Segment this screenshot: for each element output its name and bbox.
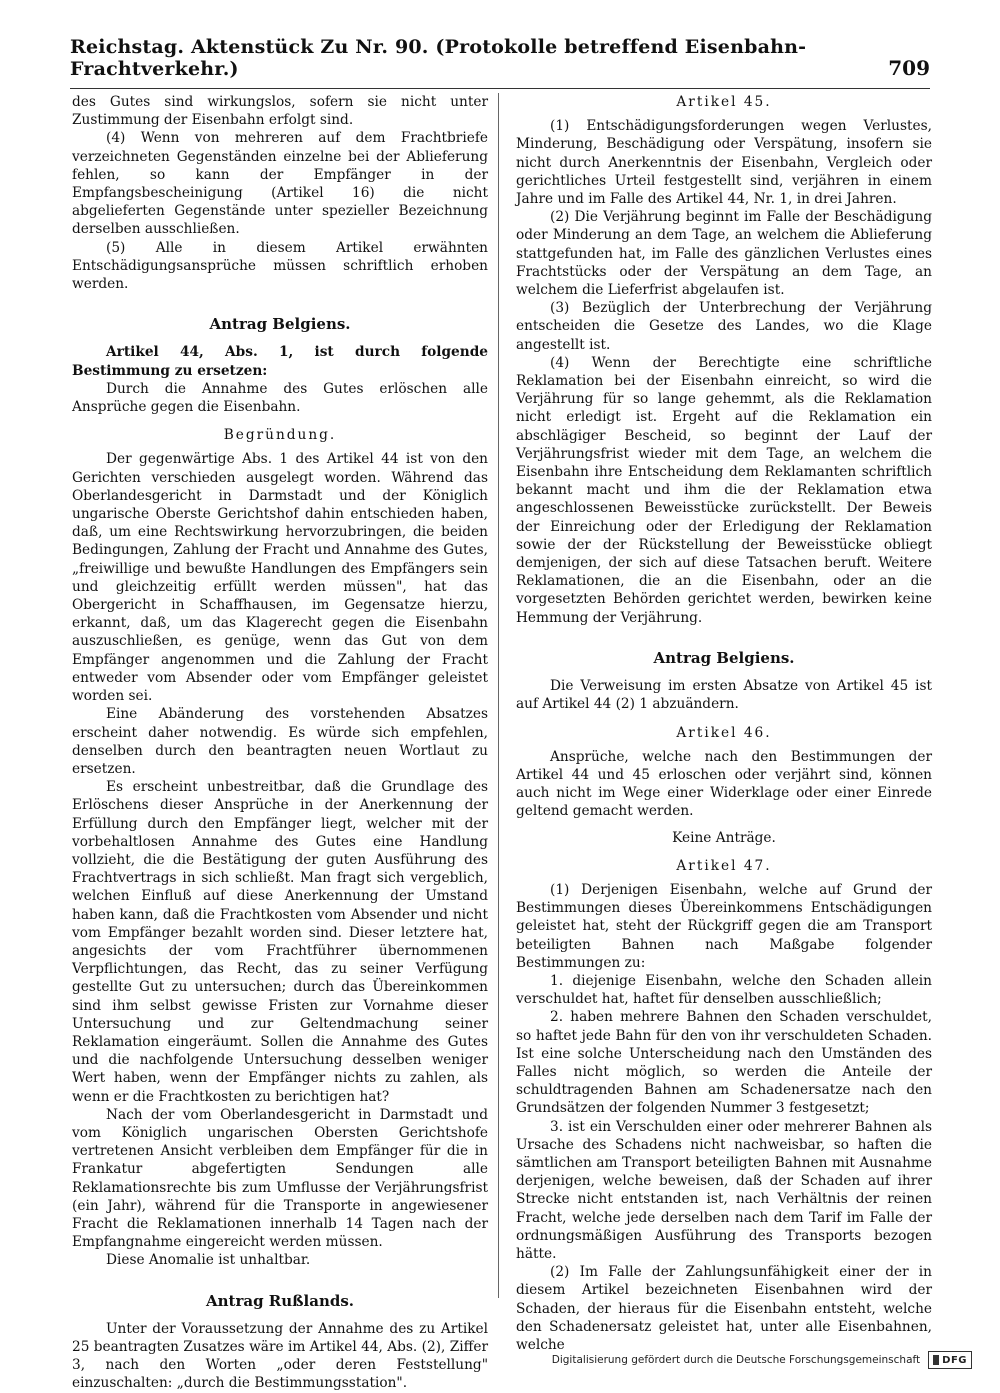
- page-number: 709: [888, 56, 930, 80]
- no-motions-note: Keine Anträge.: [672, 829, 776, 846]
- paragraph: Es erscheint unbestreitbar, daß die Grundlage des Erlöschens dieser Ansprüche in der Anerkennung der Erfüllung durch den Empfänger liegt, welcher mit der vorbehaltlosen Annahme des Gutes eine Handlung vollzieht, die die Bestätigung der guten Ausführung des Frachtvertrags in sich schließt. Man fragt sich vergeblich, welchen Einfluß auf diese Anerkennung der Umstand haben kann, daß die Frachtkosten vom Absender und nicht vom Empfänger bezahlt worden sind. Dieser letztere hat, angesichts der vom Frachtführer übernommenen Verpflichtungen, das Recht, das zu seiner Verfügung gestellte Gut zu untersuchen; durch das Übereinkommen sind ihm selbst gewisse Fristen zur Vornahme dieser Untersuchung und zur Geltendmachung seiner Reklamation eingeräumt. Sollen die Annahme des Gutes und die nachfolgende Untersuchung desselben weniger Wert haben, wenn der Empfänger nichts zu zahlen, als wenn er die Frachtkosten zu berichtigen hat?: [72, 779, 488, 1105]
- paragraph: Ansprüche, welche nach den Bestimmungen der Artikel 44 und 45 erloschen oder verjährt sind, können auch nicht im Wege einer Widerklage oder einer Einrede geltend gemacht werden.: [516, 748, 932, 820]
- dfg-logo-mark: [933, 1355, 939, 1365]
- list-item: 1. diejenige Eisenbahn, welche den Schaden allein verschuldet hat, haftet für denselben ausschließlich;: [516, 972, 932, 1008]
- paragraph: Diese Anomalie ist unhaltbar.: [106, 1252, 311, 1269]
- dfg-logo: [928, 1351, 972, 1369]
- paragraph: (4) Wenn von mehreren auf dem Frachtbriefe verzeichneten Gegenständen einzelne bei der Ablieferung fehlen, so kann der Empfänger in der Empfangsbescheinigung (Artikel 16) die nicht abgelieferten Gegenstände unter spezieller Bezeichnung derselben ausschließen.: [72, 130, 488, 238]
- paragraph: Durch die Annahme des Gutes erlöschen alle Ansprüche gegen die Eisenbahn.: [72, 380, 488, 416]
- paragraph: Unter der Voraussetzung der Annahme des zu Artikel 25 beantragten Zusatzes wäre im Artikel 44, Abs. (2), Ziffer 3, nach den Worten „oder deren Feststellung" einzuschalten: „durch die Bestimmungsstation".: [72, 1320, 488, 1392]
- paragraph: (2) Im Falle der Zahlungsunfähigkeit einer der in diesem Artikel bezeichneten Eisenbahnen wird der Schaden, der hieraus für die Eisenbahn entsteht, welche den Schadenersatz geleistet hat, unter alle Eisenbahnen, welche: [516, 1264, 932, 1353]
- paragraph: (2) Die Verjährung beginnt im Falle der Beschädigung oder Minderung an dem Tage, an welchem die Ablieferung stattgefunden hat, im Falle des gänzlichen Verlustes eines Frachtstücks oder der Verspätung an dem Tage, an welchem die Lieferfrist abgelaufen ist.: [516, 209, 932, 299]
- paragraph: (5) Alle in diesem Artikel erwähnten Entschädigungsansprüche müssen schriftlich erhoben werden.: [72, 239, 488, 293]
- dfg-logo-text: DFG: [942, 1354, 967, 1366]
- paragraph: Nach der vom Oberlandesgericht in Darmstadt und vom Königlich ungarischen Obersten Gerichtshofe vertretenen Ansicht verbleiben dem Empfänger für die in Frankatur abgefertigten Sendungen alle Reklamationsrechte bis zum Umflusse der Verjährungsfrist (ein Jahr), während für die Transporte in angewiesener Fracht die Reklamationen innerhalb 14 Tagen nach der Empfangnahme eingereicht werden müssen.: [72, 1106, 488, 1251]
- paragraph: (4) Wenn der Berechtigte eine schriftliche Reklamation bei der Eisenbahn einreicht, so wird die Verjährung für so lange gehemmt, als die Reklamation nicht erledigt ist. Ergeht auf die Reklamation ein abschlägiger Bescheid, so beginnt der Lauf der Verjährungsfrist wieder mit dem Tage, an welchem die Eisenbahn ihre Entscheidung dem Reklamanten schriftlich bekannt macht und ihm die der Reklamation etwa angeschlossenen Beweisstücke zurückstellt. Der Beweis der Einreichung oder der Erledigung der Reklamation sowie der der Rückstellung der Beweisstücke obliegt demjenigen, der sich auf diese Tatsachen beruft. Weitere Reklamationen, die an die Eisenbahn, oder an die vorgesetzten Behörden gerichtet werden, bewirken keine Hemmung der Verjährung.: [516, 354, 932, 626]
- amendment-intro: Artikel 44, Abs. 1, ist durch folgende Bestimmung zu ersetzen:: [72, 344, 488, 379]
- section-heading: Antrag Belgiens.: [653, 648, 795, 667]
- article-heading: Artikel 45.: [676, 94, 772, 110]
- paragraph: Eine Abänderung des vorstehenden Absatzes erscheint daher notwendig. Es würde sich empfehlen, denselben durch den beantragten neuen Wortlaut zu ersetzen.: [72, 706, 488, 777]
- left-column: [72, 93, 488, 1392]
- paragraph: Die Verweisung im ersten Absatze von Artikel 45 ist auf Artikel 44 (2) 1 abzuändern.: [516, 678, 932, 713]
- paragraph: (3) Bezüglich der Unterbrechung der Verjährung entscheiden die Gesetze des Landes, wo die Klage angestellt ist.: [516, 300, 932, 353]
- article-heading: Artikel 47.: [676, 857, 772, 874]
- paragraph: Der gegenwärtige Abs. 1 des Artikel 44 ist von den Gerichten verschieden ausgelegt worden. Während das Oberlandesgericht in Darmstadt und der Königlich ungarische Oberste Gerichtshof dahin entschieden haben, daß, um eine Rechtswirkung hervorzubringen, die beiden Bedingungen, Zahlung der Fracht und Annahme des Gutes, „freiwillige und bewußte Handlungen des Empfängers sein und gleichzeitig erfüllt werden müssen", hat das Obergericht in Schaffhausen, im Gegensatze hierzu, erkannt, daß, um das Klagerecht gegen die Eisenbahn auszuschließen, es genüge, wenn das Gut von dem Empfänger angenommen und die Zahlung der Fracht entweder vom Absender oder vom Empfänger geleistet worden sei.: [72, 451, 488, 705]
- running-title: Reichstag. Aktenstück Zu Nr. 90. (Protokolle betreffend Eisenbahn-Frachtverkehr.): [70, 36, 807, 80]
- paragraph: (1) Entschädigungsforderungen wegen Verlustes, Minderung, Beschädigung oder Verspätung, insofern sie nicht durch Anerkenntnis der Eisenbahn, Vergleich oder gerichtliches Urteil festgestellt sind, verjähren in einem Jahre und im Falle des Artikel 44, Nr. 1, in drei Jahren.: [516, 118, 932, 208]
- list-item: 3. ist ein Verschulden einer oder mehrerer Bahnen als Ursache des Schadens nicht nachweisbar, so haften die sämtlichen am Transport beteiligten Bahnen mit Ausnahme derjenigen, welche beweisen, daß der Schaden auf ihrer Strecke nicht entstanden ist, nach Verhältnis der reinen Fracht, welche jede derselben nach dem Tarif im Falle der ordnungsmäßigen Ausführung des Transports bezogen hätte.: [516, 1118, 932, 1262]
- section-heading: Antrag Belgiens.: [209, 315, 351, 334]
- page-header: [70, 36, 930, 89]
- paragraph: (1) Derjenigen Eisenbahn, welche auf Grund der Bestimmungen dieses Übereinkommens Entschädigungen geleistet hat, steht der Rückgriff gegen die am Transport beteiligten Bahnen nach Maßgabe folgender Bestimmungen zu:: [516, 881, 932, 971]
- paragraph: des Gutes sind wirkungslos, sofern sie nicht unter Zustimmung der Eisenbahn erfolgt sind.: [72, 94, 488, 129]
- digitization-footer: [552, 1351, 972, 1369]
- list-item: 2. haben mehrere Bahnen den Schaden verschuldet, so haftet jede Bahn für den von ihr verschuldeten Schaden. Ist eine solche Unterscheidung nach den Umständen des Falles nicht möglich, so werden die Anteile der schuldtragenden Bahnen am Schadenersatze nach den Grundsätzen der folgenden Nummer 3 festgesetzt;: [516, 1009, 932, 1117]
- section-heading: Antrag Rußlands.: [205, 1291, 355, 1310]
- footer-credit: Digitalisierung gefördert durch die Deutsche Forschungsgemeinschaft: [551, 1354, 921, 1366]
- right-column: [516, 93, 932, 1353]
- article-heading: Artikel 46.: [676, 724, 772, 741]
- subsection-heading: Begründung.: [223, 427, 337, 444]
